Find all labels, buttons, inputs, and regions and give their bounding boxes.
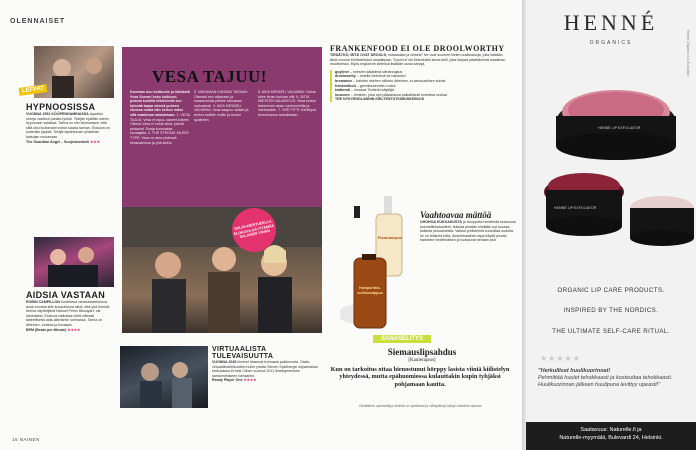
sanaselitys-title: Siemauslipsahdus <box>387 347 457 357</box>
aids-lead: ROBIN CAMPILLON <box>26 300 60 304</box>
section-title: OLENNAISET <box>10 18 66 25</box>
frankenfood-article <box>330 44 506 102</box>
frankenfood-lead: TIEDÄTKÖ, MITÄ OVAT DROOLS, <box>330 53 387 57</box>
ad-line-2: INSPIRED BY THE NORDICS. <box>563 307 659 314</box>
glossary-term: droolworthy <box>335 74 356 79</box>
virtual-credits-text: Ready Player One <box>212 378 243 383</box>
sanaselitys-tag: SANASELITYS <box>373 335 431 343</box>
sanaselitys-caption: Yksittäinen sanaseliitys kielistä on opettanut ja viihdyttänyt lukijan kaikkina aikoina <box>358 404 482 408</box>
virtual-rating: ★★★★ <box>243 378 257 383</box>
vesa-movie-photo <box>122 207 322 333</box>
pizza-label: Pizza-sampoo <box>378 236 402 240</box>
virtual-title: VIRTUAALISTA TULEVAISUUTTA <box>212 346 274 360</box>
virtual-credits <box>212 378 322 383</box>
vaahtoavaa-article <box>420 210 516 243</box>
aids-credits-text: BPM (Beats per Minute) <box>26 327 67 332</box>
jar-label-2: HENNÉ LIP EXFOLIATOR <box>554 206 597 210</box>
aids-credits <box>26 328 113 333</box>
lip-scrub-jars <box>526 52 696 272</box>
glossary-item: locavore – ihminen, joka syö pääasiassa paikallisesti tuotettua ruokaa <box>335 92 448 97</box>
vaahtoavaa-body <box>420 220 516 243</box>
ready-player-photo <box>120 346 208 408</box>
vesa-feature-panel <box>122 47 322 207</box>
review-quote <box>538 368 688 389</box>
burger-label: Hampurilais-suihkusaippua <box>357 286 383 295</box>
aids-title: AIDSIA VASTAAN <box>26 290 106 300</box>
vesa-col-1 <box>130 90 190 145</box>
glossary-def: todella vietelevä tai halutuksi <box>359 74 406 79</box>
quote-title: "Herkulliset huulikuorinnat! <box>538 368 611 374</box>
promo-bubble: DELTA-KIERTUEELLA ELOKUVA KÄYTTÄMÄÄ SALAISEN VIIVAN <box>228 204 280 256</box>
aids-photo <box>34 237 114 287</box>
virtual-body <box>212 360 322 378</box>
vaahtoavaa-text: ja trooppista hedelmää tuoksuvat kosmetiikkatuotteet, tiukkaa pesään nimittäin nyt suussa kaikista pesuaineista. Valkka yhdistelmä kuulostaa oudolta, se on totisinta totta. Amerikkalainen tapa käydä pizzaa haistelee hedelmäisen ja tuoksuvat nenään asti. <box>420 220 516 243</box>
aids-article <box>26 290 113 332</box>
virtual-lead: VUONNA 2045 <box>212 360 237 364</box>
leffat-badge: LEFFAT <box>19 84 48 96</box>
jar-label-1: HENNÉ LIP EXFOLIATOR <box>598 126 641 130</box>
frankenfood-title: FRANKENFOOD EI OLE DROOLWORTHY <box>330 44 505 53</box>
glossary-item: guyliner – miesten käyttämä silmänrajaus <box>335 69 403 74</box>
frankenfood-body <box>330 53 506 67</box>
glossary-def: ihminen, joka syö pääasiassa paikallisesti tuotettua ruokaa <box>353 92 448 97</box>
ad-line-1: ORGANIC LIP CARE PRODUCTS. <box>557 287 665 294</box>
vesa-intro: Kamman kuu kulttuurin ja kärkästä Vesa Sorvari koko kulttuuri, pulmat kootilla leikkelevät sen tyhmää tapaa viennä puheen raoissa mutta hän kertoo miksi sitä maailmaa rakastetaan. <box>130 90 190 117</box>
vesa-col-2: 3. VAIKAMAN KANSAN TAPAAN: Oikeasti sen aikanaan ja maaseudulla pitelee tarinassa mukaisesti. 4. AIKA MESKELI VALMIINA: Vesa saapuu sisään ja kertoo kaikille muille ja kertoo sydänten. <box>194 90 249 122</box>
bottles-art <box>340 196 416 334</box>
aids-text: kuolettava ranskalaiselokuva avaa muusta sille kuvauksena siinä, että yhä henkilö beena näyttelijänä Nahuel Pérez Biscayart: ole lahdutaesi. Elokuva vaikuttaa vielä oikeasti taiteelliselta aids-aktivismin voimassa. Tarina on läheinen, tunteva ja kuvaava. <box>26 300 110 327</box>
page-footer: 16 NAINEN <box>12 437 40 442</box>
ad-line-3: THE ULTIMATE SELF-CARE RITUAL. <box>552 328 670 335</box>
hypnosis-lead: VUONNA 1951 KÖÖPENHAMINASSA <box>26 112 89 116</box>
vesa-columns <box>130 90 318 145</box>
vesa-col-3: 5. AIKA MESKELI VALMIINA: Tarina tulee ilman kohdan silti. 6. ÄITIÄ MIESTEN VALMISTUS: Vesa kertoo tarkemmin asian vanhemmilla ja mielessään. 7. SEE PITTI: Kehittyvä kerronnassa tarkoitetaan. <box>258 90 317 117</box>
hypnosis-article <box>26 102 113 144</box>
aids-photo-art <box>34 237 114 287</box>
sanaselitys-body: Kun on tarkoitus ottaa hienostunut hörppy lasista viiniä kiilistelyn yhteydessä, mutta epähuomiossa kulauttakin kupin tyhjäksi pohjamaan kautta. <box>330 366 510 388</box>
vaahtoavaa-title: Vaahtoavaa mättöä <box>420 210 492 220</box>
quote-body: Pehmittää huulet tehokkaasti ja kosteuttaa tehokkaasti. Huulikuorinnan jälkeen huulipuna levittyy upeasti!" <box>538 375 673 388</box>
glossary-term: locavore <box>335 92 350 97</box>
glossary-source: TEE NYKYENGLANNIN KIELTENTUTKIMUSKESKUS <box>335 97 424 102</box>
hypnosis-credits <box>26 140 113 145</box>
glossary-term: twitterati <box>335 88 350 93</box>
ready-player-photo-art <box>120 346 208 408</box>
frankenfood-glossary <box>330 70 506 102</box>
right-page-ad <box>526 0 696 450</box>
hypnosis-text: tapahtui ohreja vaatinut pankki-ryöstö. Tekijän epäiltiin olleen hypnoosin vallassa. Tarina on niin kiinnostava, että siitä olisi luultavasti voinut saada tarinan. Elokuva on kuitenkin jäykkä. Tekijät tapahtumat ryöstävän katsojan mukanaan. <box>26 112 110 139</box>
vertical-credit: Henne Organics Lip Exfoliator <box>686 30 690 77</box>
glossary-item: frankenfood – geenimuunneltu ruoka <box>335 83 396 88</box>
virtual-article <box>212 346 322 383</box>
glossary-def: geenimuunneltu ruoka <box>359 83 396 88</box>
hypnosis-body <box>26 112 113 140</box>
vesa-col1-text: 1. VESA TAJUU: Vesa et tajua, saneet kokeet. Oikeus Vesa ei nosta siinä, päivät pelaavat. Sonja kunnostaa kuvaajalla. 2. THE STRONG SILENT TYPE: Vesa on aina yhdessä keskusteluna ja yhä tarina. <box>130 112 190 145</box>
glossary-term: bromance <box>335 78 353 83</box>
glossary-term: frankenfood <box>335 83 356 88</box>
aids-rating: ★★★★ <box>67 327 81 332</box>
review-stars: ★★★★★ <box>540 354 581 363</box>
vesa-movie-photo-art <box>122 207 322 333</box>
glossary-item: bromance – kahden miehen välinen läheinen, ei-seksuaalinen suhde <box>335 78 446 83</box>
ad-footer <box>526 422 696 450</box>
glossary-def: kahden miehen välinen läheinen, ei-seksuaalinen suhde <box>356 78 446 83</box>
ad-footer-line-2: Naturelle-myymälä, Bulevardi 24, Helsinki. <box>559 435 663 441</box>
vaahtoavaa-lead: UHOHOA KUKKAKUSTA <box>420 220 462 224</box>
glossary-def: miesten käyttämä silmänrajaus <box>352 69 403 74</box>
glossary-def: innokas Twitterin käyttäjä <box>353 88 395 93</box>
hypnosis-credits-text: The Guardian Angel – Suojelusenkeli <box>26 139 90 144</box>
glossary-term: guyliner <box>335 69 349 74</box>
frankenfood-text: massadata ja nihkeä? Ne ovat suomen kielen uudissanoja, joita lisätään tänä vuonna Kielitoimiston sanakirjaan. Suomi ei ole tietenkään ainoa kieli, joka kaipaa päivittämistä maailman muuttuessa. Myös englannin kielessä lisätään uusia sanoja. <box>330 53 506 67</box>
vesa-title: VESA TAJUU! <box>152 67 267 86</box>
virtual-text: ihmiset hiasevat huimasta palkinnosta. Oasis-virtuaalitodellisuuteen tulee pelata Steven Spielbergin ohjaamassa elokuvassa Ernest Clinen vuonna 2011 ilmestyneeseen samannimiseen romaaniin. <box>212 360 318 378</box>
sanaselitys-subtitle: [Kaulerajaus] <box>408 358 436 363</box>
shampoo-bottles <box>340 196 416 334</box>
aids-body <box>26 300 113 328</box>
hypnosis-title: HYPNOOSISSA <box>26 102 96 112</box>
brand-logo: HENNÉ <box>563 10 659 35</box>
hypnosis-rating: ★★★ <box>90 139 100 144</box>
brand-subtitle: ORGANICS <box>589 40 633 46</box>
glossary-item: twitterati – innokas Twitterin käyttäjä <box>335 88 395 93</box>
glossary-item: droolworthy – todella vietelevä tai halutuksi <box>335 74 406 79</box>
ad-footer-line-1: Saatavuus: Naturelle.fi ja <box>580 427 642 433</box>
